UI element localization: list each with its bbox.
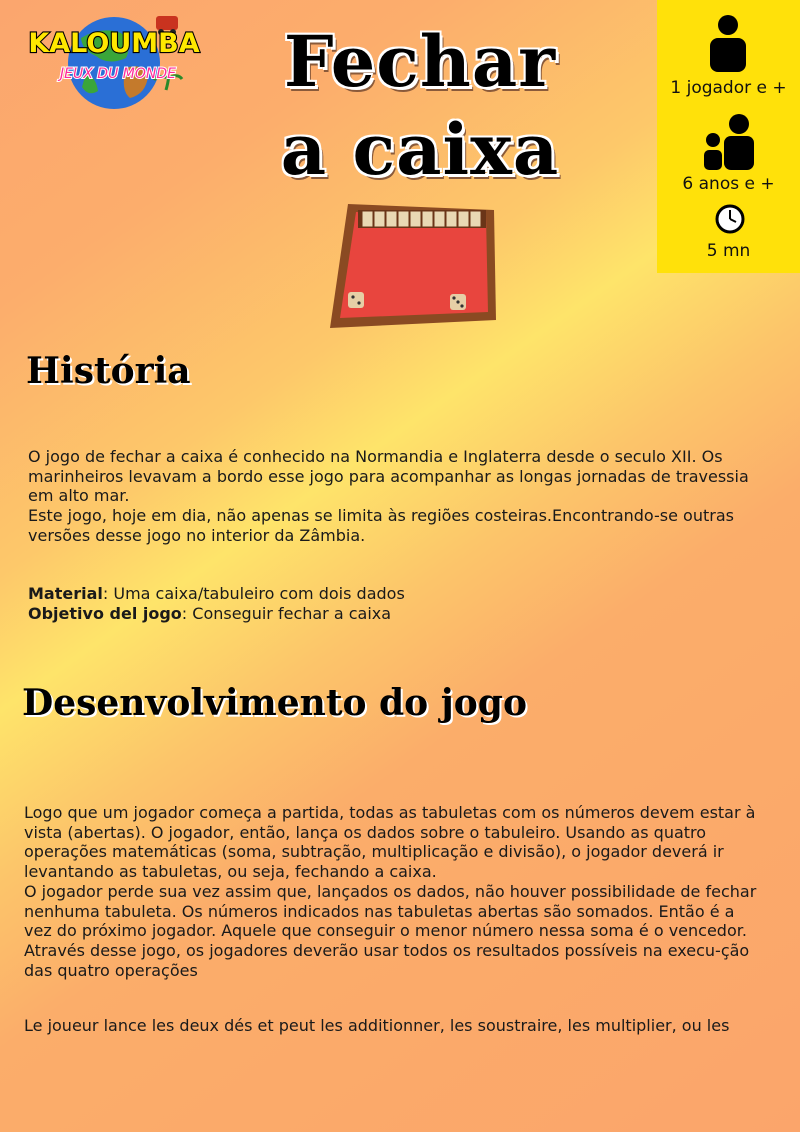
material-label: Material — [28, 584, 103, 603]
duration-label: 5 mn — [706, 241, 751, 261]
desenvolvimento-paragraph-2: O jogador perde sua vez assim que, lançados os dados, não houver possibilidade de fechar nenhuma tabuleta. Os números indicados nas tabuletas abertas são somados. Então é a vez do próximo jogador. Aquele que conseguir o menor número nessa soma é o vencedor. — [24, 881, 757, 941]
title-line-2: a caixa — [280, 108, 560, 191]
desenvolvimento-paragraph-1: Logo que um jogador começa a partida, todas as tabuletas com os números devem estar à vista (abertas). O jogador, então, lança os dados sobre o tabuleiro. Usando as quatro operações matemáticas (soma, subtração, multiplicação e divisão), o jogador deverá ir levantando as tabuletas, ou seja, fechando a caixa. — [24, 803, 756, 882]
clock-icon — [715, 204, 745, 234]
material-objective — [28, 584, 778, 623]
material-line — [28, 584, 778, 604]
french-text: Le joueur lance les deux dés et peut les additionner, les soustraire, les multiplier, ou les — [24, 1016, 730, 1035]
shut-the-box-image — [326, 200, 498, 330]
historia-paragraph-1: O jogo de fechar a caixa é conhecido na Normandia e Inglaterra desde o seculo XII. Os marinheiros levavam a bordo esse jogo para acompanhar as longas jornadas de travessia em alto mar. — [28, 447, 749, 506]
objective-line — [28, 604, 778, 624]
age-label: 6 anos e + — [682, 174, 775, 194]
historia-text — [28, 447, 778, 546]
die-icon — [348, 292, 364, 308]
objective-value: : Conseguir fechar a caixa — [181, 603, 392, 623]
kaloumba-logo — [26, 8, 201, 113]
page-title — [240, 18, 600, 194]
two-persons-icon — [702, 114, 756, 170]
historia-paragraph-2: Este jogo, hoje em dia, não apenas se limita às regiões costeiras.Encontrando-se outras versões desse jogo no interior da Zâmbia. — [28, 506, 734, 545]
desenvolvimento-heading: Desenvolvimento do jogo — [22, 682, 527, 724]
logo-name: KALOUMBA — [28, 28, 200, 59]
person-icon — [706, 14, 750, 72]
players-label: 1 jogador e + — [670, 78, 787, 98]
desenvolvimento-text — [24, 803, 764, 980]
game-info-panel — [657, 0, 800, 273]
title-line-1: Fechar — [283, 20, 557, 103]
logo-tagline: JEUX DU MONDE — [60, 66, 176, 82]
material-value: : Uma caixa/tabuleiro com dois dados — [102, 584, 405, 603]
objective-label: Objetivo del jogo — [28, 603, 182, 623]
desenvolvimento-paragraph-3: Através desse jogo, os jogadores deverão usar todos os resultados possíveis na execu-ção das quatro operações — [24, 940, 750, 980]
historia-heading: História — [26, 350, 191, 392]
